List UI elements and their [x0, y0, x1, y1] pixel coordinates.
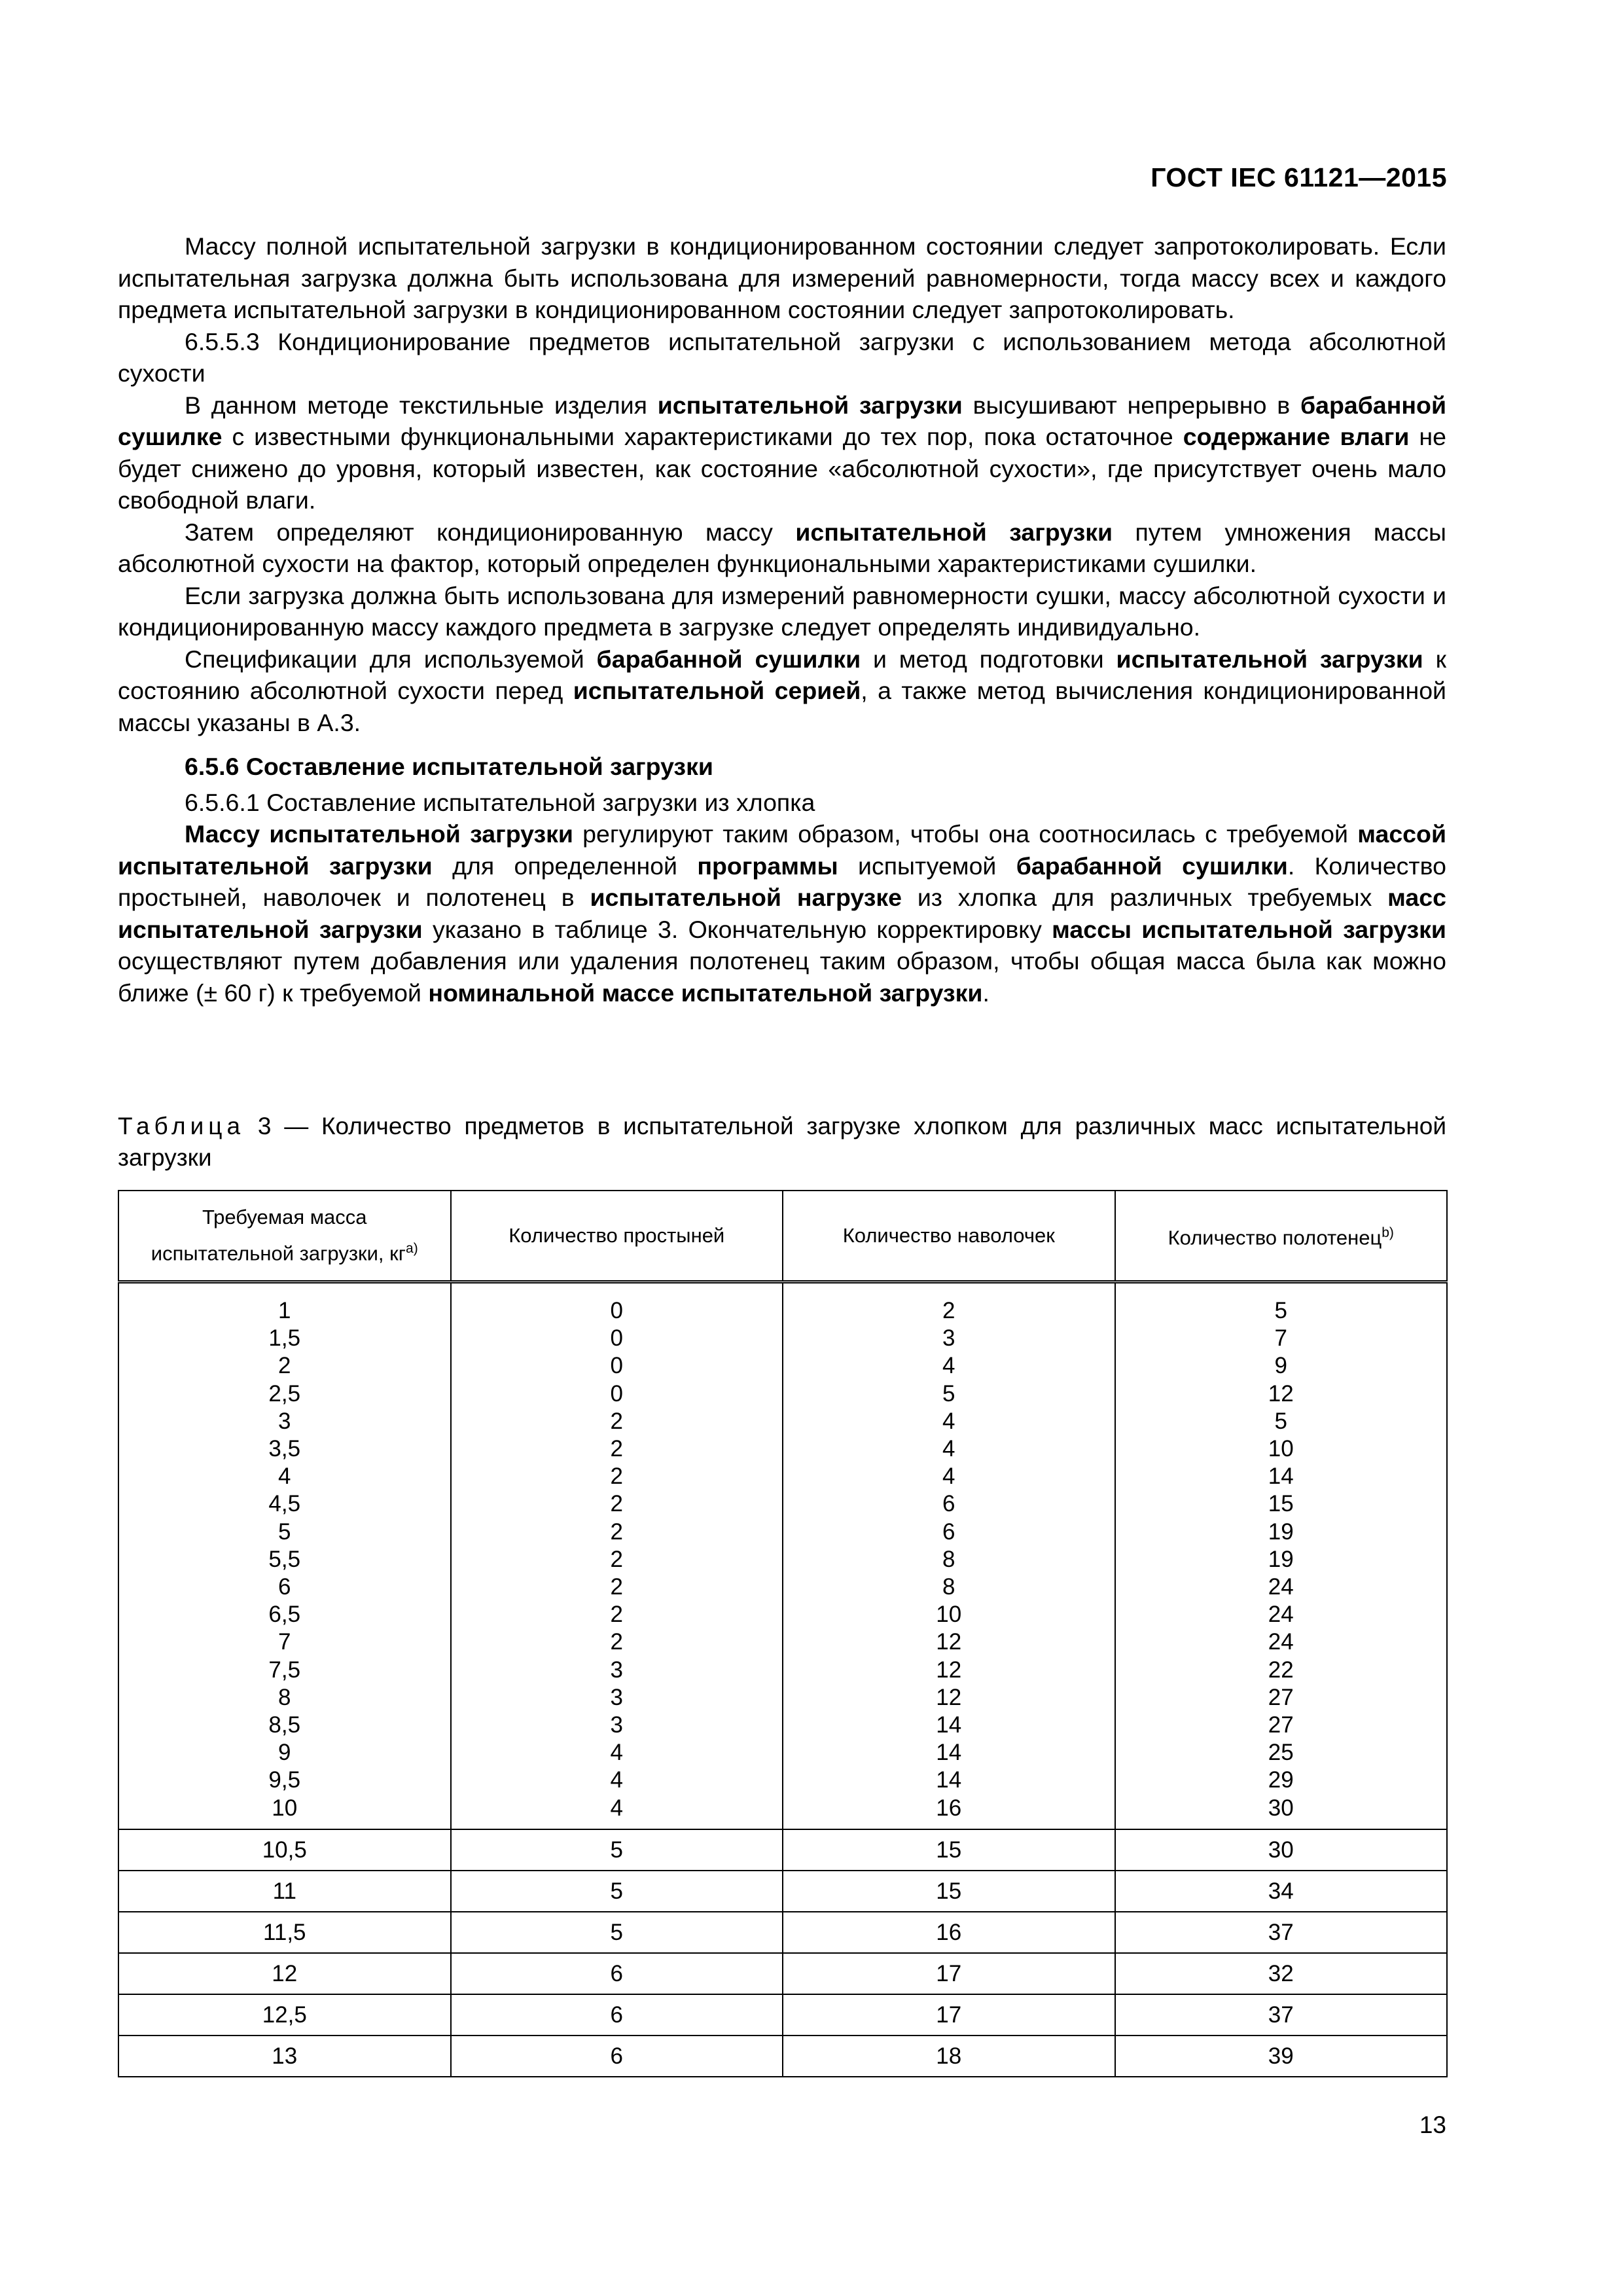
table-cell: 9	[1274, 1353, 1287, 1379]
table-cell: 15	[783, 1871, 1115, 1912]
table-cell: 19	[1268, 1518, 1294, 1545]
table-cell: 16	[936, 1795, 962, 1821]
header-towels: Количество полотенец$^{b)}$	[1115, 1191, 1448, 1282]
table-cell: 12	[936, 1657, 962, 1683]
table-cell: 24	[1268, 1629, 1294, 1655]
block-col-pillowcases	[783, 1282, 1115, 1829]
table-cell: 9,5	[268, 1767, 301, 1793]
table-cell: 12	[936, 1684, 962, 1710]
table-cell: 2	[278, 1353, 291, 1379]
table-cell: 4,5	[268, 1491, 301, 1517]
table-cell: 4	[610, 1795, 623, 1821]
table-header-row	[118, 1191, 1447, 1282]
block-col-sheets	[451, 1282, 783, 1829]
table-cell: 4	[610, 1740, 623, 1766]
table-cell: 2	[610, 1408, 623, 1434]
table-cell: 7	[278, 1629, 291, 1655]
table-cell: 2	[610, 1629, 623, 1655]
table-cell: 2	[610, 1574, 623, 1600]
table-cell: 34	[1115, 1871, 1448, 1912]
table-cell: 4	[942, 1463, 955, 1490]
table-cell: 0	[610, 1325, 623, 1352]
table-cell: 7,5	[268, 1657, 301, 1683]
table-row	[118, 2036, 1447, 2077]
table-cell: 19	[1268, 1546, 1294, 1572]
table-cell: 32	[1115, 1953, 1448, 1994]
table-cell: 2	[610, 1518, 623, 1545]
body-text	[118, 230, 1446, 1009]
paragraph-6-5-6-1: 6.5.6.1 Составление испытательной загрузки из хлопка	[185, 788, 815, 816]
table-cell: 25	[1268, 1740, 1294, 1766]
table-cell: 5	[942, 1380, 955, 1407]
table-cell: 12	[936, 1629, 962, 1655]
table-cell: 14	[936, 1740, 962, 1766]
table-row	[118, 1912, 1447, 1953]
table-cell: 29	[1268, 1767, 1294, 1793]
table-cell: 2	[610, 1546, 623, 1572]
table-cell: 4	[942, 1436, 955, 1462]
block-col-mass	[118, 1282, 451, 1829]
table-cell: 27	[1268, 1712, 1294, 1738]
table-cell: 39	[1115, 2036, 1448, 2077]
table-cell: 0	[610, 1353, 623, 1379]
table-cell: 8,5	[268, 1712, 301, 1738]
header-sheets: Количество простыней	[451, 1191, 783, 1282]
table-cell: 4	[610, 1767, 623, 1793]
section-heading-6-5-6: 6.5.6 Составление испытательной загрузки	[185, 753, 713, 780]
table-cell: 10,5	[118, 1829, 451, 1871]
table-cell: 2	[610, 1491, 623, 1517]
paragraph-conditioned-mass-factor: Затем определяют кондиционированную массу испытательной загрузки путем умножения массы абсолютной сухости на фактор, который определен функциональными характеристиками сушилки.	[118, 518, 1446, 577]
table-cell: 9	[278, 1740, 291, 1766]
table-cell: 2	[610, 1463, 623, 1490]
table-row	[118, 1871, 1447, 1912]
table-cell: 14	[936, 1712, 962, 1738]
table-caption-label: Таблица	[118, 1113, 245, 1139]
table-cell: 6	[942, 1518, 955, 1545]
table-cell: 3,5	[268, 1436, 301, 1462]
table-cell: 12	[118, 1953, 451, 1994]
table-cell: 6	[451, 1953, 783, 1994]
table-cell: 10	[1268, 1436, 1294, 1462]
table-cell: 5,5	[268, 1546, 301, 1572]
table-cell: 12,5	[118, 1994, 451, 2036]
table-row	[118, 1829, 1447, 1871]
table-cell: 14	[936, 1767, 962, 1793]
document-header: ГОСТ IEC 61121—2015	[1150, 162, 1447, 192]
table-cell: 17	[783, 1994, 1115, 2036]
table-cell: 2,5	[268, 1380, 301, 1407]
table-cell: 11	[118, 1871, 451, 1912]
table-cell: 3	[610, 1684, 623, 1710]
table-cell: 15	[1268, 1491, 1294, 1517]
table-cell: 1	[278, 1298, 291, 1323]
header-required-mass: Требуемая масса испытательной загрузки, $кг^{a)}$	[118, 1191, 451, 1282]
table-cell: 1,5	[268, 1325, 301, 1352]
table-row	[118, 1953, 1447, 1994]
table-cell: 27	[1268, 1684, 1294, 1710]
paragraph-uniformity: Если загрузка должна быть использована для измерений равномерности сушки, массу абсолютной сухости и кондиционированную массу каждого предмета в загрузке следует определять индивидуально.	[118, 581, 1446, 641]
table-cell: 5	[451, 1829, 783, 1871]
table-cell: 15	[783, 1829, 1115, 1871]
header-pillowcases: Количество наволочек	[783, 1191, 1115, 1282]
table-cell: 37	[1115, 1994, 1448, 2036]
table-cell: 37	[1115, 1912, 1448, 1953]
table-cell: 8	[942, 1574, 955, 1600]
table-cell: 12	[1268, 1380, 1294, 1407]
table-cell: 6	[451, 1994, 783, 2036]
table-cell: 7	[1274, 1325, 1287, 1352]
table-cell: 4	[942, 1353, 955, 1379]
table-cell: 4	[278, 1463, 291, 1490]
table-cell: 3	[610, 1712, 623, 1738]
table-cell: 5	[451, 1912, 783, 1953]
table-cell: 13	[118, 2036, 451, 2077]
table-cell: 10	[272, 1795, 298, 1821]
table-cell: 14	[1268, 1463, 1294, 1490]
table-cell: 5	[451, 1871, 783, 1912]
table-cell: 8	[942, 1546, 955, 1572]
page-number: 13	[1419, 2111, 1446, 2138]
table-cell: 30	[1268, 1795, 1294, 1821]
table-cell: 8	[278, 1684, 291, 1710]
table-cell: 5	[1274, 1298, 1287, 1323]
paragraph-conditioned-mass: Массу полной испытательной загрузки в кондиционированном состоянии следует запротоколировать. Если испытательная загрузка должна быть использована для измерений равномерности, тогда массу всех и каждого предмета испытательной загрузки в кондиционированном состоянии следует запротоколировать.	[118, 232, 1446, 323]
cotton-load-table	[118, 1190, 1448, 2077]
table-cell: 3	[278, 1408, 291, 1434]
table-cell: 3	[610, 1657, 623, 1683]
table-caption	[118, 1111, 1446, 1174]
paragraph-load-composition: Массу испытательной загрузки регулируют таким образом, чтобы она соотносилась с требуемой массой испытательной загрузки для определенной программы испытуемой барабанной сушилки. Количество простыней, наволочек и полотенец в испытательной нагрузке из хлопка для различных требуемых масс испытательной загрузки указано в таблице 3. Окончательную корректировку массы испытательной загрузки осуществляют путем добавления или удаления полотенец таким образом, чтобы общая масса была как можно ближе (± 60 г) к требуемой номинальной массе испытательной загрузки.	[118, 820, 1446, 1007]
table-cell: 2	[942, 1298, 955, 1323]
table-caption-text: — Количество предметов в испытательной загрузке хлопком для различных масс испытательной загрузки	[118, 1113, 1446, 1171]
table-cell: 2	[610, 1436, 623, 1462]
table-cell: 18	[783, 2036, 1115, 2077]
paragraph-absolute-dry-method: В данном методе текстильные изделия испытательной загрузки высушивают непрерывно в барабанной сушилке с известными функциональными характеристиками до тех пор, пока остаточное содержание влаги не будет снижено до уровня, который известен, как состояние «абсолютной сухости», где присутствует очень мало свободной влаги.	[118, 391, 1447, 514]
table-cell: 5	[1274, 1408, 1287, 1434]
table-caption-number: 3	[245, 1113, 272, 1139]
table-cell: 22	[1268, 1657, 1294, 1683]
table-cell: 24	[1268, 1574, 1294, 1600]
table-cell: 6,5	[268, 1602, 301, 1628]
table-cell: 2	[610, 1602, 623, 1628]
table-cell: 17	[783, 1953, 1115, 1994]
table-cell: 10	[936, 1602, 962, 1628]
table-cell: 5	[278, 1518, 291, 1545]
table-row	[118, 1994, 1447, 2036]
table-cell: 6	[451, 2036, 783, 2077]
table-block-row	[118, 1282, 1447, 1829]
paragraph-6-5-5-3: 6.5.5.3 Кондиционирование предметов испытательной загрузки с использованием метода абсолютной сухости	[118, 327, 1446, 387]
table-cell: 3	[942, 1325, 955, 1352]
table-cell: 24	[1268, 1602, 1294, 1628]
table-cell: 4	[942, 1408, 955, 1434]
table-cell: 0	[610, 1298, 623, 1323]
table-cell: 0	[610, 1380, 623, 1407]
block-col-towels	[1115, 1282, 1448, 1829]
table-cell: 11,5	[118, 1912, 451, 1953]
table-cell: 16	[783, 1912, 1115, 1953]
paragraph-specifications: Спецификации для используемой барабанной сушилки и метод подготовки испытательной загрузки к состоянию абсолютной сухости перед испытательной серией, а также метод вычисления кондиционированной массы указаны в А.3.	[118, 645, 1446, 736]
table-cell: 30	[1115, 1829, 1448, 1871]
table-cell: 6	[278, 1574, 291, 1600]
table-cell: 6	[942, 1491, 955, 1517]
